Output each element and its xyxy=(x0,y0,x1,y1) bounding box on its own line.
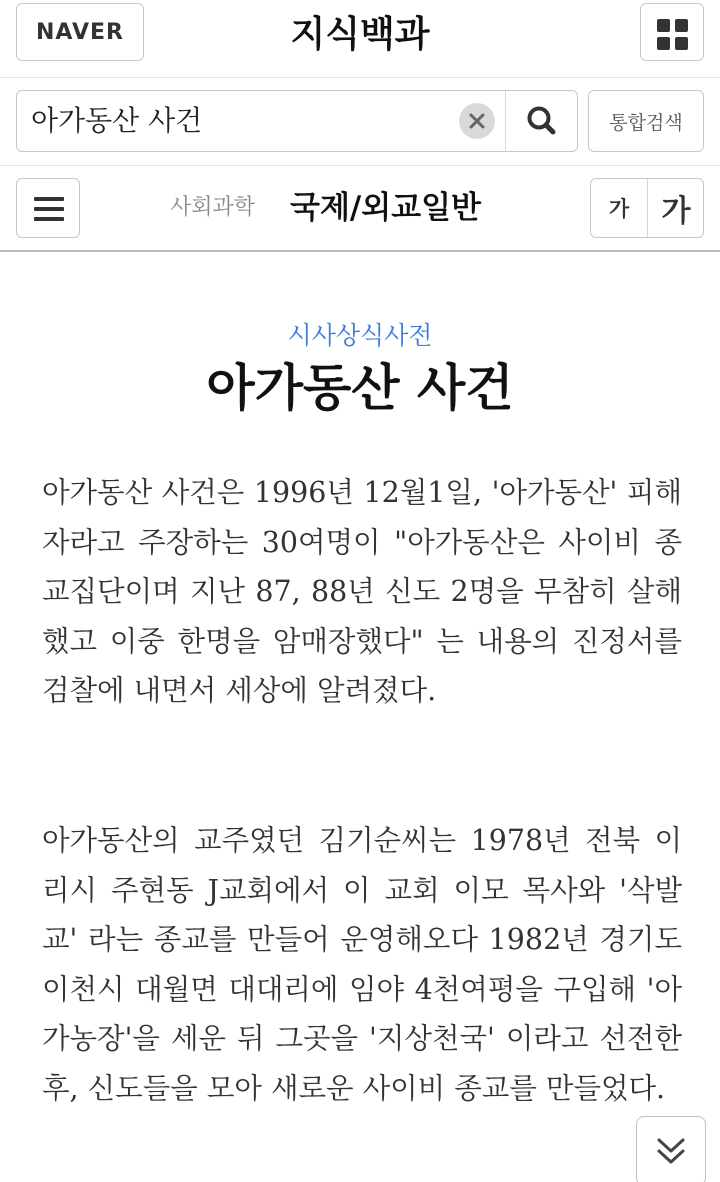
app-grid-button[interactable] xyxy=(640,3,704,61)
search-button[interactable] xyxy=(505,91,577,151)
article-title: 아가동산 사건 xyxy=(206,359,514,417)
category-parent[interactable]: 사회과학 xyxy=(170,195,256,220)
search-input[interactable] xyxy=(31,91,451,151)
category-bar xyxy=(0,166,720,252)
menu-button[interactable] xyxy=(16,178,80,238)
article-paragraph: 아가동산 사건은 1996년 12월1일, '아가동산' 피해자라고 주장하는 30여명이 "아가동산은 사이비 종교집단이며 지난 87, 88년 신도 2명을 무참히 살해했고 이중 한명을 암매장했다" 는 내용의 진정서를 검찰에 내면서 세상에 알려졌다. xyxy=(42,476,682,707)
search-bar-row xyxy=(0,78,720,166)
font-decrease-button[interactable]: 가 xyxy=(591,179,648,237)
naver-logo-button[interactable]: NAVER xyxy=(16,3,144,61)
category-current[interactable]: 국제/외교일반 xyxy=(290,190,481,226)
article-paragraph: 아가동산의 교주였던 김기순씨는 1978년 전북 이리시 주현동 J교회에서 이 교회 이모 목사와 '삭발교' 라는 종교를 만들어 운영해오다 1982년 경기도 이천시 대월면 대대리에 임야 4천여평을 구입해 '아가농장'을 세운 뒤 그곳을 '지상천국' 이라고 선전한 후, 신도들을 모아 새로운 사이비 종교를 만들었다. xyxy=(42,824,682,1105)
site-title[interactable]: 지식백과 xyxy=(290,14,430,55)
unified-search-button[interactable]: 통합검색 xyxy=(588,90,704,152)
scroll-down-button[interactable] xyxy=(636,1116,706,1182)
search-icon xyxy=(506,91,578,151)
article-source[interactable]: 시사상식사전 xyxy=(287,321,433,350)
search-box xyxy=(16,90,578,152)
font-increase-button[interactable]: 가 xyxy=(661,194,691,229)
top-header xyxy=(0,0,720,78)
font-size-controls xyxy=(590,178,704,238)
chevron-double-down-icon xyxy=(653,1134,689,1168)
clear-search-button[interactable] xyxy=(459,103,495,139)
close-icon xyxy=(468,112,486,130)
